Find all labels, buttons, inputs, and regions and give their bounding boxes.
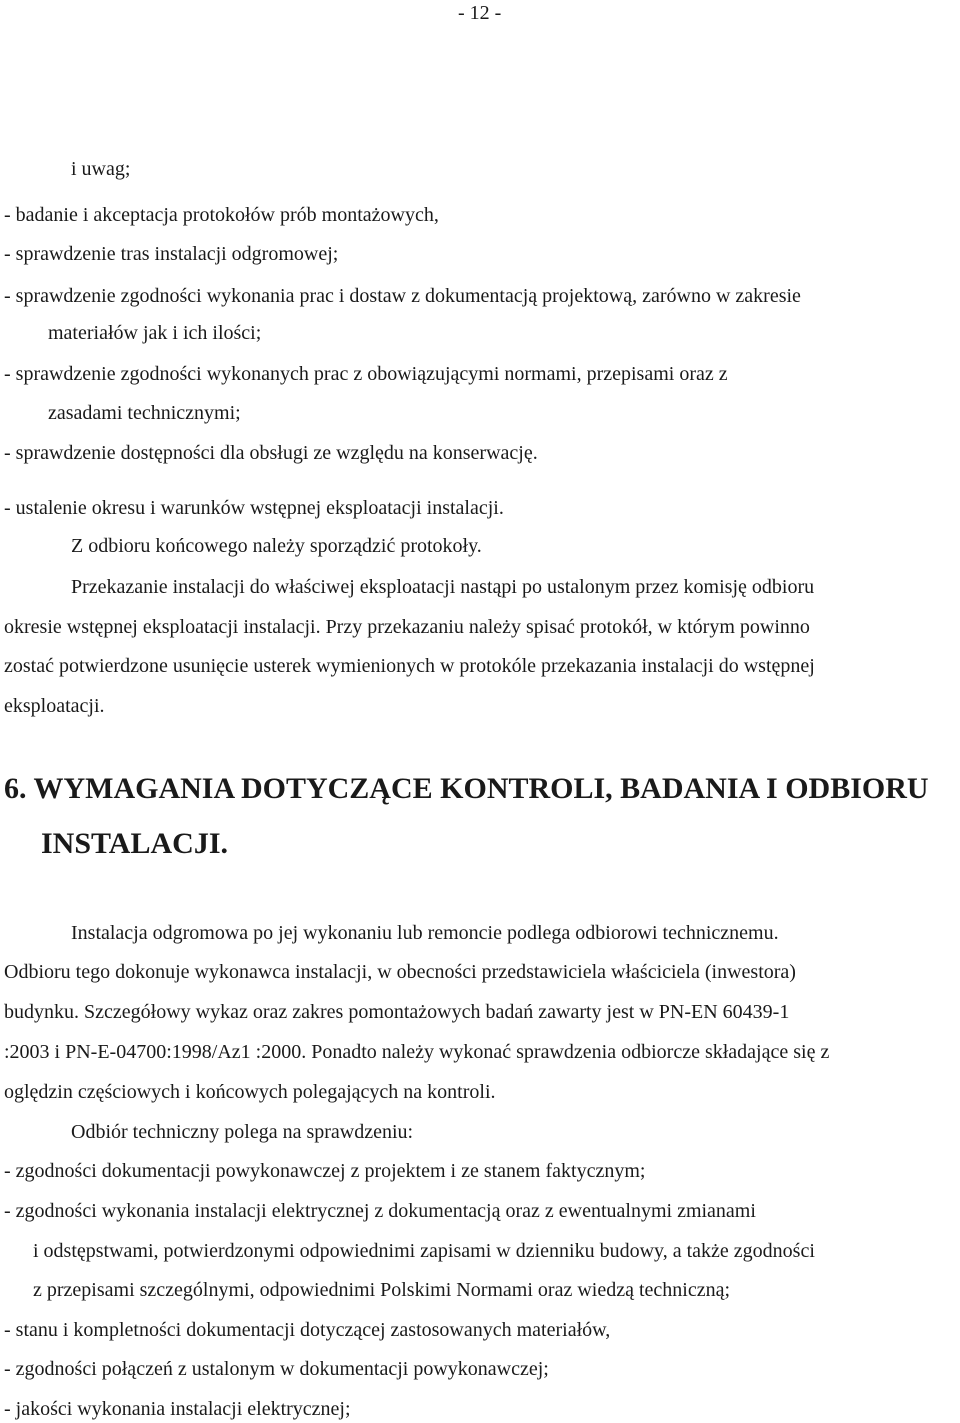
list-item: - zgodności wykonania instalacji elektrycznej z dokumentacją oraz z ewentualnymi zmianami [4, 1200, 756, 1222]
paragraph-line: Odbiór techniczny polega na sprawdzeniu: [71, 1121, 414, 1143]
paragraph-line: eksploatacji. [4, 695, 105, 717]
list-item: - zgodności dokumentacji powykonawczej z projektem i ze stanem faktycznym; [4, 1160, 646, 1182]
list-item: - badanie i akceptacja protokołów prób montażowych, [4, 204, 439, 226]
list-item-continuation: i odstępstwami, potwierdzonymi odpowiednimi zapisami w dzienniku budowy, a także zgodności [33, 1240, 815, 1262]
list-item: - sprawdzenie tras instalacji odgromowej; [4, 243, 339, 265]
paragraph-line: okresie wstępnej eksploatacji instalacji. Przy przekazaniu należy spisać protokół, w którym powinno [4, 616, 810, 638]
paragraph-line: zostać potwierdzone usunięcie usterek wymienionych w protokóle przekazania instalacji do wstępnej [4, 655, 815, 677]
list-item-continuation: materiałów jak i ich ilości; [48, 322, 262, 344]
paragraph-line: budynku. Szczegółowy wykaz oraz zakres pomontażowych badań zawarty jest w PN-EN 60439-1 [4, 1001, 790, 1023]
text-line: i uwag; [71, 158, 131, 180]
paragraph-line: Instalacja odgromowa po jej wykonaniu lub remoncie podlega odbiorowi technicznemu. [71, 922, 779, 944]
list-item: - zgodności połączeń z ustalonym w dokumentacji powykonawczej; [4, 1358, 549, 1380]
section-heading-continuation: INSTALACJI. [41, 827, 228, 860]
paragraph-line: oględzin częściowych i końcowych polegających na kontroli. [4, 1081, 496, 1103]
list-item: - ustalenie okresu i warunków wstępnej eksploatacji instalacji. [4, 497, 504, 519]
list-item-continuation: z przepisami szczególnymi, odpowiednimi Polskimi Normami oraz wiedzą techniczną; [33, 1279, 731, 1301]
list-item: - stanu i kompletności dokumentacji dotyczącej zastosowanych materiałów, [4, 1319, 611, 1341]
list-item: - sprawdzenie zgodności wykonanych prac z obowiązującymi normami, przepisami oraz z [4, 363, 728, 385]
paragraph-line: Odbioru tego dokonuje wykonawca instalacji, w obecności przedstawiciela właściciela (inwestora) [4, 961, 796, 983]
list-item-continuation: zasadami technicznymi; [48, 402, 241, 424]
list-item: - sprawdzenie dostępności dla obsługi ze względu na konserwację. [4, 442, 538, 464]
page-number: - 12 - [458, 2, 502, 24]
paragraph-line: Z odbioru końcowego należy sporządzić protokoły. [71, 535, 482, 557]
list-item: - jakości wykonania instalacji elektrycznej; [4, 1398, 351, 1420]
paragraph-line: Przekazanie instalacji do właściwej eksploatacji nastąpi po ustalonym przez komisję odbioru [71, 576, 815, 598]
section-heading: 6. WYMAGANIA DOTYCZĄCE KONTROLI, BADANIA I ODBIORU [4, 772, 929, 805]
paragraph-line: :2003 i PN-E-04700:1998/Az1 :2000. Ponadto należy wykonać sprawdzenia odbiorcze składające się z [4, 1041, 830, 1063]
list-item: - sprawdzenie zgodności wykonania prac i dostaw z dokumentacją projektową, zarówno w zakresie [4, 285, 801, 307]
